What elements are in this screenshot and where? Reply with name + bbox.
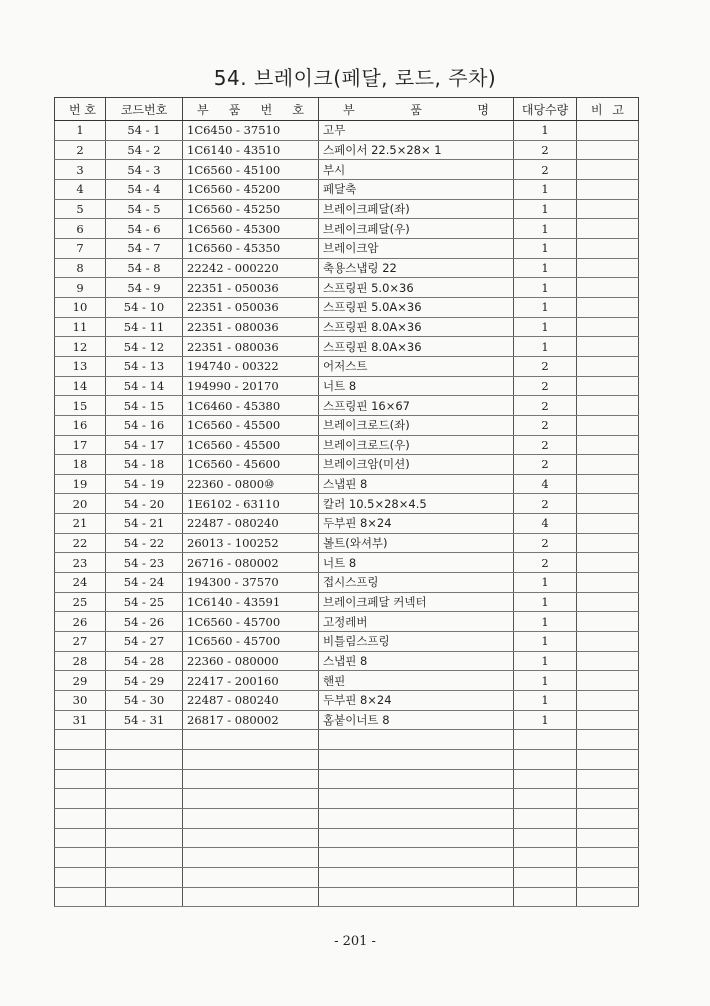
cell-no: 31	[55, 710, 106, 730]
table-row	[55, 396, 639, 416]
cell-name: 부시	[319, 160, 514, 180]
cell-no: 11	[55, 317, 106, 337]
cell-no: 6	[55, 219, 106, 239]
cell-rem	[577, 199, 639, 219]
empty-cell	[319, 808, 514, 828]
cell-no: 14	[55, 376, 106, 396]
cell-rem	[577, 494, 639, 514]
cell-qty: 1	[514, 258, 577, 278]
cell-name: 칼러 10.5×28×4.5	[319, 494, 514, 514]
table-row	[55, 474, 639, 494]
cell-qty: 1	[514, 121, 577, 141]
header-code: 코드번호	[106, 98, 183, 121]
cell-rem	[577, 219, 639, 239]
empty-row	[55, 750, 639, 770]
cell-part: 22242 - 000220	[183, 258, 319, 278]
cell-part: 1C6560 - 45250	[183, 199, 319, 219]
empty-cell	[577, 730, 639, 750]
cell-name: 축용스냅링 22	[319, 258, 514, 278]
cell-rem	[577, 179, 639, 199]
empty-cell	[183, 750, 319, 770]
table-row	[55, 710, 639, 730]
cell-code: 54 - 7	[106, 238, 183, 258]
table-row	[55, 219, 639, 239]
empty-cell	[183, 769, 319, 789]
cell-name: 어저스트	[319, 356, 514, 376]
cell-no: 25	[55, 592, 106, 612]
header-remarks: 비 고	[577, 98, 639, 121]
cell-qty: 2	[514, 140, 577, 160]
empty-cell	[183, 867, 319, 887]
cell-part: 26817 - 080002	[183, 710, 319, 730]
empty-cell	[514, 828, 577, 848]
table-row	[55, 651, 639, 671]
cell-part: 1C6140 - 43591	[183, 592, 319, 612]
cell-part: 22487 - 080240	[183, 514, 319, 534]
cell-name: 스프링핀 8.0A×36	[319, 337, 514, 357]
empty-row	[55, 808, 639, 828]
cell-part: 26716 - 080002	[183, 553, 319, 573]
cell-no: 16	[55, 415, 106, 435]
cell-code: 54 - 26	[106, 612, 183, 632]
empty-cell	[55, 750, 106, 770]
cell-qty: 2	[514, 435, 577, 455]
cell-qty: 1	[514, 710, 577, 730]
cell-qty: 1	[514, 691, 577, 711]
cell-qty: 1	[514, 651, 577, 671]
cell-code: 54 - 24	[106, 573, 183, 593]
cell-name: 비틀림스프링	[319, 632, 514, 652]
cell-part: 1C6560 - 45100	[183, 160, 319, 180]
table-row	[55, 494, 639, 514]
page-number: - 201 -	[334, 934, 376, 949]
empty-cell	[577, 789, 639, 809]
cell-part: 22351 - 080036	[183, 337, 319, 357]
cell-code: 54 - 17	[106, 435, 183, 455]
cell-no: 12	[55, 337, 106, 357]
cell-name: 브레이크로드(우)	[319, 435, 514, 455]
empty-cell	[55, 887, 106, 907]
empty-cell	[577, 887, 639, 907]
cell-part: 22360 - 080000	[183, 651, 319, 671]
cell-qty: 1	[514, 573, 577, 593]
cell-part: 194300 - 37570	[183, 573, 319, 593]
cell-no: 24	[55, 573, 106, 593]
empty-cell	[319, 828, 514, 848]
cell-name: 브레이크로드(좌)	[319, 415, 514, 435]
cell-no: 30	[55, 691, 106, 711]
cell-no: 4	[55, 179, 106, 199]
cell-part: 26013 - 100252	[183, 533, 319, 553]
cell-rem	[577, 238, 639, 258]
cell-name: 스프링핀 8.0A×36	[319, 317, 514, 337]
cell-name: 볼트(와셔부)	[319, 533, 514, 553]
cell-rem	[577, 415, 639, 435]
cell-name: 브레이크페달(우)	[319, 219, 514, 239]
cell-part: 1C6560 - 45500	[183, 435, 319, 455]
table-row	[55, 199, 639, 219]
cell-rem	[577, 651, 639, 671]
cell-qty: 1	[514, 297, 577, 317]
empty-cell	[577, 769, 639, 789]
cell-part: 1E6102 - 63110	[183, 494, 319, 514]
empty-row	[55, 730, 639, 750]
cell-code: 54 - 9	[106, 278, 183, 298]
cell-no: 29	[55, 671, 106, 691]
cell-qty: 1	[514, 671, 577, 691]
header-part-name: 부 품 명	[319, 98, 514, 121]
cell-code: 54 - 30	[106, 691, 183, 711]
empty-cell	[55, 769, 106, 789]
cell-rem	[577, 140, 639, 160]
cell-no: 1	[55, 121, 106, 141]
cell-code: 54 - 20	[106, 494, 183, 514]
cell-rem	[577, 317, 639, 337]
empty-cell	[183, 730, 319, 750]
cell-qty: 2	[514, 533, 577, 553]
cell-no: 7	[55, 238, 106, 258]
cell-rem	[577, 553, 639, 573]
parts-table	[54, 97, 639, 907]
cell-part: 22360 - 0800⑩	[183, 474, 319, 494]
cell-rem	[577, 632, 639, 652]
empty-cell	[106, 750, 183, 770]
table-row	[55, 592, 639, 612]
cell-code: 54 - 5	[106, 199, 183, 219]
cell-no: 22	[55, 533, 106, 553]
empty-cell	[319, 848, 514, 868]
cell-code: 54 - 18	[106, 455, 183, 475]
cell-rem	[577, 710, 639, 730]
cell-name: 홈붙이너트 8	[319, 710, 514, 730]
empty-cell	[577, 750, 639, 770]
empty-cell	[106, 769, 183, 789]
cell-name: 두부핀 8×24	[319, 514, 514, 534]
cell-name: 브레이크페달 커넥터	[319, 592, 514, 612]
header-qty: 대당수량	[514, 98, 577, 121]
table-row	[55, 140, 639, 160]
cell-part: 22351 - 080036	[183, 317, 319, 337]
empty-cell	[319, 730, 514, 750]
cell-code: 54 - 22	[106, 533, 183, 553]
cell-qty: 1	[514, 592, 577, 612]
cell-rem	[577, 514, 639, 534]
empty-cell	[577, 828, 639, 848]
cell-qty: 1	[514, 238, 577, 258]
table-row	[55, 671, 639, 691]
cell-no: 15	[55, 396, 106, 416]
empty-cell	[55, 867, 106, 887]
empty-cell	[183, 887, 319, 907]
cell-no: 26	[55, 612, 106, 632]
cell-code: 54 - 15	[106, 396, 183, 416]
cell-qty: 2	[514, 356, 577, 376]
empty-row	[55, 867, 639, 887]
cell-rem	[577, 474, 639, 494]
table-row	[55, 258, 639, 278]
empty-cell	[319, 789, 514, 809]
cell-code: 54 - 27	[106, 632, 183, 652]
cell-name: 고정레버	[319, 612, 514, 632]
cell-part: 1C6560 - 45500	[183, 415, 319, 435]
table-row	[55, 612, 639, 632]
empty-cell	[106, 867, 183, 887]
cell-qty: 1	[514, 337, 577, 357]
table-row	[55, 121, 639, 141]
cell-name: 브레이크페달(좌)	[319, 199, 514, 219]
page-title: 54. 브레이크(페달, 로드, 주차)	[213, 66, 497, 90]
parts-body	[55, 121, 639, 907]
empty-cell	[55, 808, 106, 828]
cell-rem	[577, 376, 639, 396]
table-row	[55, 632, 639, 652]
empty-cell	[514, 750, 577, 770]
cell-rem	[577, 592, 639, 612]
empty-cell	[514, 887, 577, 907]
cell-part: 22487 - 080240	[183, 691, 319, 711]
table-row	[55, 160, 639, 180]
cell-qty: 2	[514, 160, 577, 180]
cell-no: 19	[55, 474, 106, 494]
cell-no: 28	[55, 651, 106, 671]
cell-code: 54 - 2	[106, 140, 183, 160]
cell-qty: 1	[514, 278, 577, 298]
cell-code: 54 - 3	[106, 160, 183, 180]
cell-qty: 2	[514, 376, 577, 396]
empty-cell	[577, 848, 639, 868]
cell-code: 54 - 10	[106, 297, 183, 317]
cell-qty: 1	[514, 612, 577, 632]
empty-cell	[183, 828, 319, 848]
cell-no: 13	[55, 356, 106, 376]
cell-name: 스프링핀 5.0×36	[319, 278, 514, 298]
cell-qty: 1	[514, 317, 577, 337]
cell-part: 194740 - 00322	[183, 356, 319, 376]
cell-qty: 1	[514, 632, 577, 652]
cell-name: 두부핀 8×24	[319, 691, 514, 711]
table-row	[55, 514, 639, 534]
cell-part: 1C6560 - 45300	[183, 219, 319, 239]
empty-row	[55, 828, 639, 848]
cell-code: 54 - 16	[106, 415, 183, 435]
empty-cell	[55, 828, 106, 848]
cell-part: 1C6460 - 45380	[183, 396, 319, 416]
cell-rem	[577, 297, 639, 317]
table-row	[55, 356, 639, 376]
cell-no: 3	[55, 160, 106, 180]
cell-rem	[577, 612, 639, 632]
cell-part: 194990 - 20170	[183, 376, 319, 396]
cell-rem	[577, 455, 639, 475]
cell-name: 고무	[319, 121, 514, 141]
empty-row	[55, 887, 639, 907]
cell-rem	[577, 356, 639, 376]
cell-qty: 2	[514, 396, 577, 416]
table-row	[55, 337, 639, 357]
table-row	[55, 179, 639, 199]
cell-rem	[577, 160, 639, 180]
empty-cell	[183, 808, 319, 828]
cell-no: 2	[55, 140, 106, 160]
table-row	[55, 573, 639, 593]
cell-part: 22351 - 050036	[183, 297, 319, 317]
empty-cell	[55, 848, 106, 868]
cell-part: 1C6560 - 45350	[183, 238, 319, 258]
cell-qty: 1	[514, 219, 577, 239]
cell-rem	[577, 533, 639, 553]
cell-part: 1C6560 - 45700	[183, 612, 319, 632]
cell-no: 27	[55, 632, 106, 652]
empty-cell	[577, 867, 639, 887]
cell-part: 22417 - 200160	[183, 671, 319, 691]
header-no: 번 호	[55, 98, 106, 121]
cell-name: 스프링핀 5.0A×36	[319, 297, 514, 317]
empty-cell	[514, 867, 577, 887]
cell-code: 54 - 1	[106, 121, 183, 141]
cell-part: 22351 - 050036	[183, 278, 319, 298]
empty-cell	[514, 730, 577, 750]
cell-no: 21	[55, 514, 106, 534]
empty-cell	[106, 808, 183, 828]
header-part-no: 부 품 번 호	[183, 98, 319, 121]
empty-row	[55, 769, 639, 789]
cell-code: 54 - 12	[106, 337, 183, 357]
cell-name: 너트 8	[319, 376, 514, 396]
cell-code: 54 - 19	[106, 474, 183, 494]
empty-cell	[106, 730, 183, 750]
table-row	[55, 455, 639, 475]
cell-qty: 4	[514, 514, 577, 534]
cell-name: 접시스프링	[319, 573, 514, 593]
cell-name: 너트 8	[319, 553, 514, 573]
empty-cell	[319, 769, 514, 789]
cell-code: 54 - 23	[106, 553, 183, 573]
table-row	[55, 553, 639, 573]
empty-cell	[106, 848, 183, 868]
empty-row	[55, 848, 639, 868]
cell-qty: 1	[514, 179, 577, 199]
cell-name: 스페이서 22.5×28× 1	[319, 140, 514, 160]
cell-no: 8	[55, 258, 106, 278]
empty-cell	[514, 769, 577, 789]
cell-code: 54 - 21	[106, 514, 183, 534]
table-row	[55, 435, 639, 455]
cell-rem	[577, 278, 639, 298]
cell-part: 1C6560 - 45700	[183, 632, 319, 652]
cell-rem	[577, 435, 639, 455]
cell-name: 브레이크암(미션)	[319, 455, 514, 475]
cell-qty: 2	[514, 553, 577, 573]
cell-code: 54 - 14	[106, 376, 183, 396]
table-row	[55, 691, 639, 711]
cell-name: 페달축	[319, 179, 514, 199]
table-row	[55, 376, 639, 396]
cell-part: 1C6140 - 43510	[183, 140, 319, 160]
empty-cell	[106, 887, 183, 907]
table-row	[55, 278, 639, 298]
cell-name: 스냅핀 8	[319, 474, 514, 494]
cell-qty: 2	[514, 415, 577, 435]
empty-cell	[106, 789, 183, 809]
empty-cell	[55, 730, 106, 750]
empty-cell	[319, 867, 514, 887]
cell-qty: 2	[514, 494, 577, 514]
cell-rem	[577, 121, 639, 141]
cell-rem	[577, 671, 639, 691]
empty-row	[55, 789, 639, 809]
empty-cell	[55, 789, 106, 809]
cell-part: 1C6560 - 45600	[183, 455, 319, 475]
cell-code: 54 - 4	[106, 179, 183, 199]
cell-code: 54 - 31	[106, 710, 183, 730]
cell-part: 1C6560 - 45200	[183, 179, 319, 199]
cell-rem	[577, 396, 639, 416]
empty-cell	[319, 887, 514, 907]
cell-code: 54 - 13	[106, 356, 183, 376]
table-row	[55, 415, 639, 435]
empty-cell	[514, 808, 577, 828]
cell-no: 23	[55, 553, 106, 573]
cell-qty: 4	[514, 474, 577, 494]
empty-cell	[183, 789, 319, 809]
table-row	[55, 317, 639, 337]
cell-no: 9	[55, 278, 106, 298]
cell-code: 54 - 11	[106, 317, 183, 337]
cell-name: 스냅핀 8	[319, 651, 514, 671]
cell-rem	[577, 258, 639, 278]
cell-name: 스프링핀 16×67	[319, 396, 514, 416]
header-row	[55, 98, 639, 121]
empty-cell	[106, 828, 183, 848]
cell-code: 54 - 6	[106, 219, 183, 239]
cell-no: 5	[55, 199, 106, 219]
cell-code: 54 - 29	[106, 671, 183, 691]
cell-no: 18	[55, 455, 106, 475]
cell-no: 17	[55, 435, 106, 455]
cell-code: 54 - 28	[106, 651, 183, 671]
cell-rem	[577, 691, 639, 711]
cell-code: 54 - 8	[106, 258, 183, 278]
cell-rem	[577, 337, 639, 357]
cell-qty: 2	[514, 455, 577, 475]
cell-rem	[577, 573, 639, 593]
cell-name: 브레이크암	[319, 238, 514, 258]
cell-code: 54 - 25	[106, 592, 183, 612]
table-row	[55, 238, 639, 258]
empty-cell	[577, 808, 639, 828]
cell-name: 핸핀	[319, 671, 514, 691]
empty-cell	[514, 848, 577, 868]
cell-no: 20	[55, 494, 106, 514]
empty-cell	[514, 789, 577, 809]
cell-part: 1C6450 - 37510	[183, 121, 319, 141]
table-row	[55, 297, 639, 317]
empty-cell	[319, 750, 514, 770]
cell-qty: 1	[514, 199, 577, 219]
empty-cell	[183, 848, 319, 868]
cell-no: 10	[55, 297, 106, 317]
table-row	[55, 533, 639, 553]
